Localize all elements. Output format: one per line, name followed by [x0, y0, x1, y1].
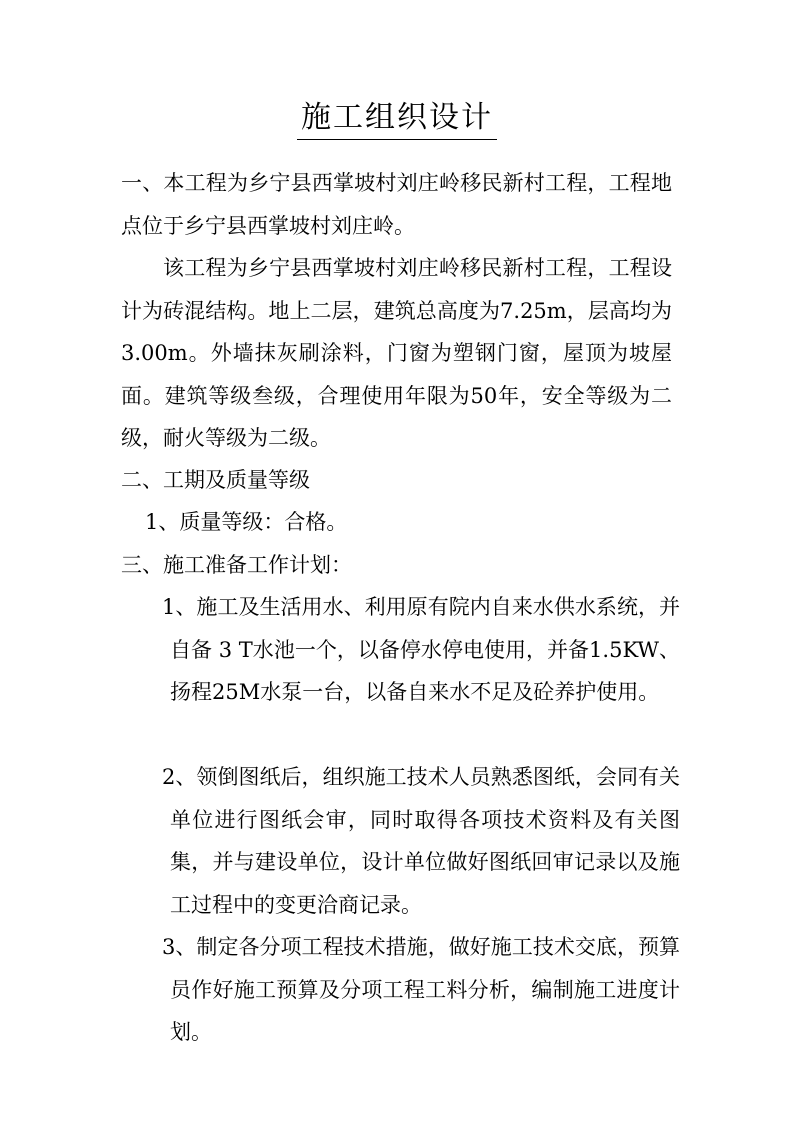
- section-2-heading: 二、工期及质量等级: [121, 468, 310, 492]
- section-3-heading: 三、施工准备工作计划：: [121, 553, 352, 577]
- project-overview-paragraph: 该工程为乡宁县西掌坡村刘庄岭移民新村工程，工程设计为砖混结构。地上二层，建筑总高度为7.25m，层高均为3.00m。外墙抹灰刷涂料，门窗为塑钢门窗，屋顶为坡屋面。建筑等级叁级，合理使用年限为50年，安全等级为二级，耐火等级为二级。: [121, 256, 672, 450]
- document-title-text: 施工组织设计: [297, 98, 497, 140]
- document-title: [0, 98, 794, 140]
- section-1-heading-paragraph: 一、本工程为乡宁县西掌坡村刘庄岭移民新村工程，工程地点位于乡宁县西掌坡村刘庄岭。: [121, 171, 672, 238]
- prep-item-water-supply: 1、施工及生活用水、利用原有院内自来水供水系统，并自备 3 T水池一个，以备停水停电使用，并备1.5KW、扬程25M水泵一台，以备自来水不足及砼养护使用。: [162, 595, 680, 704]
- prep-item-technical-measures: 3、制定各分项工程技术措施，做好施工技术交底，预算员作好施工预算及分项工程工料分析，编制施工进度计划。: [162, 935, 680, 1044]
- prep-item-drawings: 2、领倒图纸后，组织施工技术人员熟悉图纸，会同有关单位进行图纸会审，同时取得各项技术资料及有关图集，并与建设单位，设计单位做好图纸回审记录以及施工过程中的变更洽商记录。: [162, 765, 680, 917]
- quality-grade-item: 1、质量等级：合格。: [145, 510, 348, 534]
